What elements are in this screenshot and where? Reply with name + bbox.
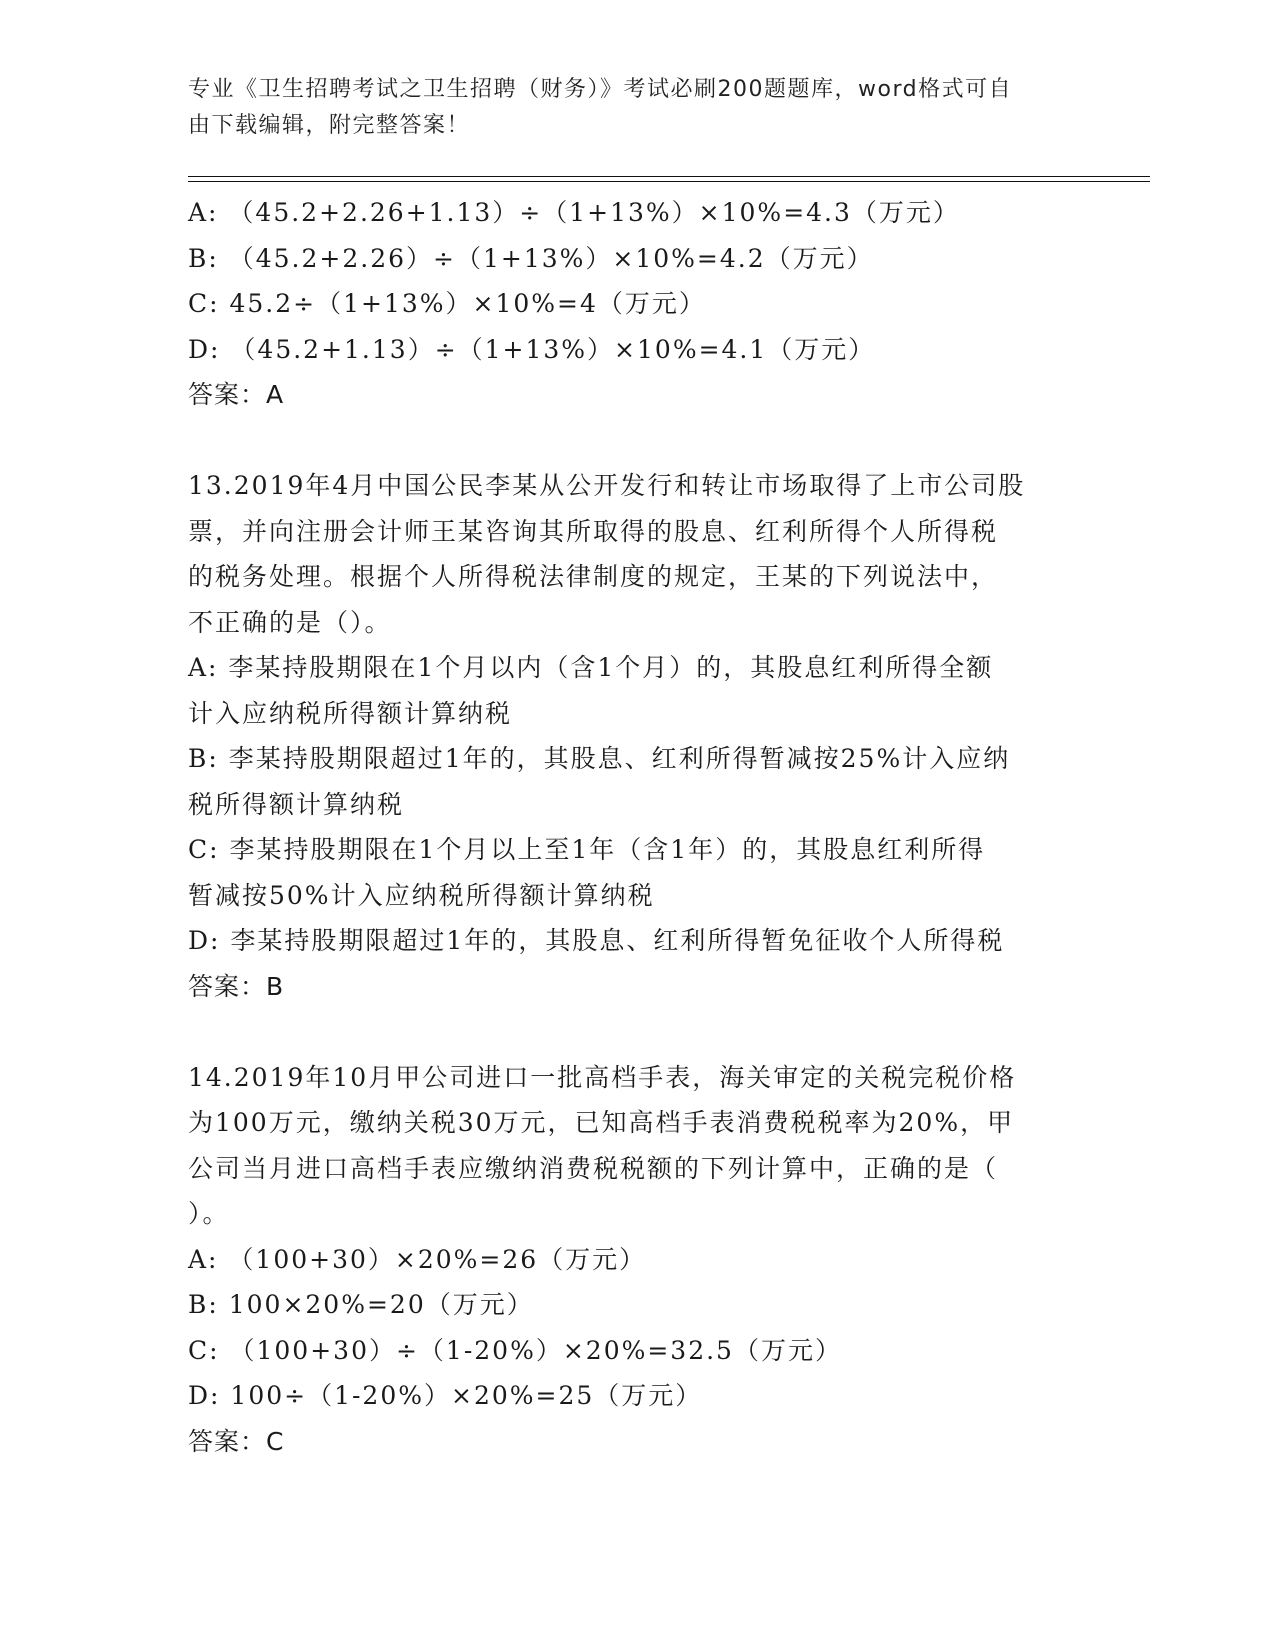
q13-stem-line: 不正确的是（）。 [188, 607, 392, 637]
q14-option-d: D: 100÷（1-20%）×20%=25（万元） [188, 1381, 703, 1410]
q12-answer: 答案：A [188, 380, 285, 409]
document-header [188, 72, 1068, 144]
header-divider-bottom [188, 181, 1150, 182]
q14-stem-line: 14.2019年10月甲公司进口一批高档手表，海关审定的关税完税价格 [188, 1062, 1017, 1092]
q13-stem-line: 票，并向注册会计师王某咨询其所取得的股息、红利所得个人所得税 [188, 516, 999, 546]
q12-option-a: A: （45.2+2.26+1.13）÷（1+13%）×10%=4.3（万元） [188, 198, 960, 227]
question-14 [188, 1055, 1088, 1465]
header-line-1: 专业《卫生招聘考试之卫生招聘（财务）》考试必刷200题题库，word格式可自 [188, 77, 1013, 102]
question-13 [188, 463, 1088, 1009]
q14-option-b: B: 100×20%=20（万元） [188, 1290, 534, 1319]
header-line-2: 由下载编辑，附完整答案！ [188, 113, 471, 138]
q13-stem-line: 的税务处理。根据个人所得税法律制度的规定，王某的下列说法中， [188, 562, 999, 591]
q14-option-a: A: （100+30）×20%=26（万元） [188, 1244, 647, 1274]
q14-option-c: C: （100+30）÷（1-20%）×20%=32.5（万元） [188, 1335, 842, 1365]
header-divider-top [188, 176, 1150, 177]
question-content [188, 190, 1088, 1464]
question-12 [188, 190, 1088, 418]
q13-option-a: A: 李某持股期限在1个月以内（含1个月）的，其股息红利所得全额 [188, 653, 994, 682]
q13-option-b: B: 李某持股期限超过1年的，其股息、红利所得暂减按25%计入应纳 [188, 744, 1011, 773]
q14-stem-line: ）。 [188, 1199, 230, 1228]
spacer [188, 418, 1088, 464]
q13-option-c-cont: 暂减按50%计入应纳税所得额计算纳税 [188, 880, 655, 910]
q12-option-d: D: （45.2+1.13）÷（1+13%）×10%=4.1（万元） [188, 334, 876, 364]
q13-stem-line: 13.2019年4月中国公民李某从公开发行和转让市场取得了上市公司股 [188, 471, 1026, 500]
q13-option-b-cont: 税所得额计算纳税 [188, 789, 405, 819]
q13-option-d: D: 李某持股期限超过1年的，其股息、红利所得暂免征收个人所得税 [188, 926, 1005, 955]
q12-option-c: C: 45.2÷（1+13%）×10%=4（万元） [188, 289, 706, 318]
spacer [188, 1009, 1088, 1055]
q14-stem-line: 公司当月进口高档手表应缴纳消费税税额的下列计算中，正确的是（ [188, 1153, 999, 1183]
q14-answer: 答案：C [188, 1426, 285, 1456]
q13-answer: 答案：B [188, 971, 285, 1001]
q12-option-b: B: （45.2+2.26）÷（1+13%）×10%=4.2（万元） [188, 243, 874, 273]
q13-option-a-cont: 计入应纳税所得额计算纳税 [188, 698, 513, 728]
q13-option-c: C: 李某持股期限在1个月以上至1年（含1年）的，其股息红利所得 [188, 835, 986, 864]
q14-stem-line: 为100万元，缴纳关税30万元，已知高档手表消费税税率为20%，甲 [188, 1108, 1015, 1137]
